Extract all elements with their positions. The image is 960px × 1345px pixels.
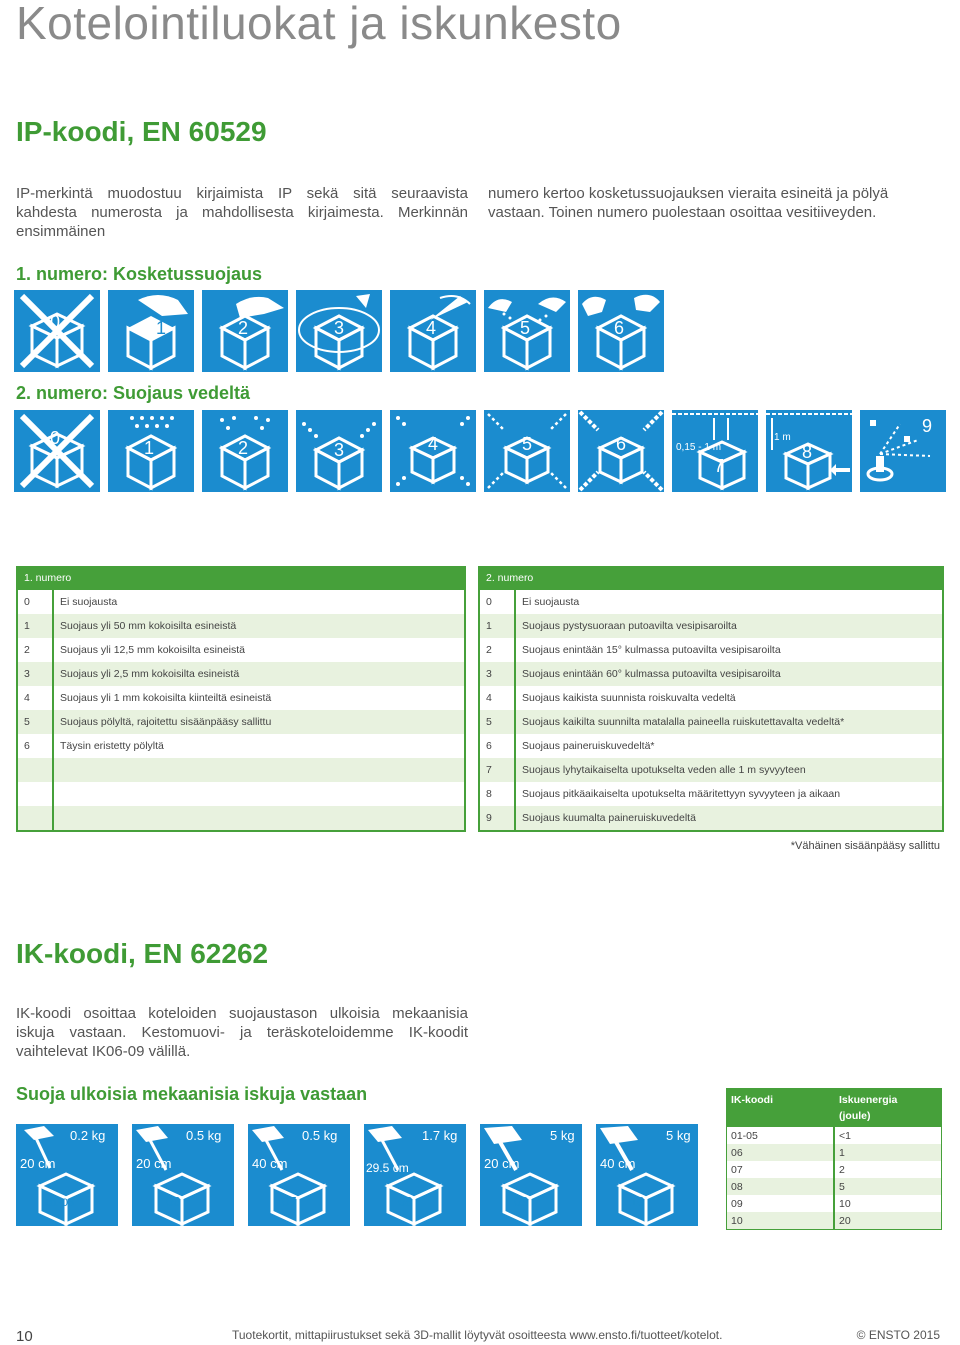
ik-code: 09	[514, 1194, 529, 1209]
ik-code: 06	[166, 1194, 181, 1209]
ik-table-col2-line1: Iskuenergia	[839, 1094, 898, 1106]
table1-text: Suojaus yli 12,5 mm kokoisilta esineistä	[53, 638, 464, 662]
ik-table	[726, 1088, 942, 1230]
icon-digit: 9	[922, 416, 933, 436]
icon-digit: 0	[50, 312, 61, 332]
ik-icon	[132, 1124, 234, 1226]
ik-height: 20 cm	[136, 1156, 172, 1171]
page-title: Kotelointiluokat ja iskunkesto	[16, 0, 622, 49]
ik-height: 20 cm	[484, 1156, 520, 1171]
ik-mass: 1.7 kg	[422, 1128, 458, 1143]
ik-mass: 0.5 kg	[302, 1128, 338, 1143]
ip-intro-right: numero kertoo kosketussuojauksen vieraita esineitä ja pölyä vastaan. Toinen numero puolestaan osoittaa vesitiiveyden.	[488, 185, 889, 221]
table1-text: Ei suojausta	[53, 590, 464, 614]
ik-height: 29.5 cm	[366, 1161, 409, 1175]
icon-digit: 3	[334, 318, 345, 338]
ik-height: 40 cm	[600, 1156, 636, 1171]
ip-icon	[390, 290, 476, 372]
table2-text: Suojaus kaikilta suunnilta matalalla paineella ruiskutettavalta vedeltä*	[515, 710, 942, 734]
table1-num: 0	[18, 590, 53, 614]
ik-code-cell: 07	[727, 1161, 834, 1178]
ip-icon	[484, 290, 570, 372]
ik-mass: 0.2 kg	[70, 1128, 106, 1143]
ip-icon	[14, 410, 100, 492]
table1-num	[18, 782, 53, 806]
table2-text: Ei suojausta	[515, 590, 942, 614]
icon-digit: 7	[714, 456, 725, 476]
table1-num: 1	[18, 614, 53, 638]
second-digit-icons	[14, 410, 946, 492]
ik-energy-cell: 1	[834, 1144, 941, 1161]
icon-digit: 6	[614, 318, 625, 338]
ik-energy-cell: 10	[834, 1195, 941, 1212]
ik-code-cell: 08	[727, 1178, 834, 1195]
table2-text: Suojaus enintään 60° kulmassa putoavilta vesipisaroilta	[515, 662, 942, 686]
ik-code: 10	[630, 1194, 645, 1209]
second-digit-heading: 2. numero: Suojaus vedeltä	[16, 383, 251, 403]
first-digit-heading: 1. numero: Kosketussuojaus	[16, 264, 263, 284]
icon-digit: 0	[50, 428, 61, 448]
footer-copyright: © ENSTO 2015	[856, 1328, 940, 1342]
icon-digit: 2	[238, 438, 249, 458]
table2-text: Suojaus pystysuoraan putoavilta vesipisaroilta	[515, 614, 942, 638]
icon-digit: 4	[426, 318, 437, 338]
table2-text: Suojaus kuumalta paineruiskuvedeltä	[515, 806, 942, 830]
ip-icon	[296, 290, 382, 372]
ik-code-cell: 09	[727, 1195, 834, 1212]
ik-heading: IK-koodi, EN 62262	[16, 938, 269, 969]
ip-icon	[578, 410, 664, 492]
ip-icon	[108, 410, 194, 492]
icon-depth-label: 1 m	[774, 432, 791, 443]
icon-digit: 4	[428, 434, 439, 454]
icon-digit: 1	[144, 438, 155, 458]
icon-digit: 5	[522, 434, 533, 454]
ip-icon	[202, 290, 288, 372]
ik-code-cell: 06	[727, 1144, 834, 1161]
table2-num: 8	[480, 782, 515, 806]
ik-subheading: Suoja ulkoisia mekaanisia iskuja vastaan	[16, 1084, 368, 1104]
ik-icon	[364, 1124, 466, 1226]
table2-text: Suojaus lyhytaikaiselta upotukselta veden alle 1 m syvyyteen	[515, 758, 942, 782]
ip-icon	[860, 410, 946, 492]
ik-mass: 5 kg	[550, 1128, 575, 1143]
ik-energy-cell: 20	[834, 1212, 941, 1229]
table1-text: Suojaus pölyltä, rajoitettu sisäänpääsy sallittu	[53, 710, 464, 734]
table1-num	[18, 758, 53, 782]
page-number: 10	[16, 1328, 33, 1345]
ik-table-col1: IK-koodi	[727, 1089, 834, 1127]
table2-text: Suojaus kaikista suunnista roiskuvalta vedeltä	[515, 686, 942, 710]
ik-height: 40 cm	[252, 1156, 288, 1171]
ik-icon	[16, 1124, 118, 1226]
footnote: *Vähäinen sisäänpääsy sallittu	[790, 840, 940, 852]
table2-num: 1	[480, 614, 515, 638]
ip-icon	[484, 410, 570, 492]
ik-icon	[248, 1124, 350, 1226]
ip-intro-left: IP-merkintä muodostuu kirjaimista IP sekä sitä seuraavista kahdesta numerosta ja mahdollisesta kirjaimesta. Merkinnän ensimmäinen	[16, 185, 468, 240]
table1-num: 6	[18, 734, 53, 758]
table1-text	[53, 782, 464, 806]
ik-code: 01-05	[46, 1197, 75, 1209]
ip-icon	[296, 410, 382, 492]
ik-code-cell: 10	[727, 1212, 834, 1229]
table1-text	[53, 758, 464, 782]
icon-digit: 6	[616, 434, 627, 454]
table1-num: 2	[18, 638, 53, 662]
ik-height: 20 cm	[20, 1156, 56, 1171]
table2-num: 4	[480, 686, 515, 710]
table2-num: 6	[480, 734, 515, 758]
first-digit-icons	[14, 290, 664, 372]
ik-icon	[596, 1124, 698, 1226]
ip-icon	[766, 410, 852, 492]
table1-num: 5	[18, 710, 53, 734]
table2-text: Suojaus enintään 15° kulmassa putoavilta vesipisaroilta	[515, 638, 942, 662]
ik-icon	[480, 1124, 582, 1226]
icon-digit: 5	[520, 318, 531, 338]
table2-num: 7	[480, 758, 515, 782]
table2-num: 5	[480, 710, 515, 734]
table1-text: Suojaus yli 50 mm kokoisilta esineistä	[53, 614, 464, 638]
first-digit-table	[16, 566, 466, 832]
ik-table-col2	[834, 1089, 941, 1127]
ip-icon	[390, 410, 476, 492]
table1-num: 4	[18, 686, 53, 710]
table1-text	[53, 806, 464, 830]
table1-num: 3	[18, 662, 53, 686]
icon-digit: 3	[334, 440, 345, 460]
table1-text: Täysin eristetty pölyltä	[53, 734, 464, 758]
table2-text: Suojaus pitkäaikaiselta upotukselta määritettyyn syvyyteen ja aikaan	[515, 782, 942, 806]
ik-table-col2-line2: (joule)	[839, 1110, 871, 1122]
ik-code-cell: 01-05	[727, 1127, 834, 1144]
table2-num: 2	[480, 638, 515, 662]
icon-digit: 2	[238, 318, 249, 338]
ip-icon	[202, 410, 288, 492]
ik-mass: 5 kg	[666, 1128, 691, 1143]
table2-num: 0	[480, 590, 515, 614]
table2-header: 2. numero	[480, 566, 942, 590]
table2-text: Suojaus paineruiskuvedeltä*	[515, 734, 942, 758]
table1-text: Suojaus yli 2,5 mm kokoisilta esineistä	[53, 662, 464, 686]
ik-icons	[16, 1124, 698, 1226]
icon-digit: 8	[802, 442, 813, 462]
ik-energy-cell: 2	[834, 1161, 941, 1178]
ip-icon	[108, 290, 194, 372]
icon-digit: 1	[156, 318, 167, 338]
ik-energy-cell: 5	[834, 1178, 941, 1195]
ip-icon	[578, 290, 664, 372]
ik-mass: 0.5 kg	[186, 1128, 222, 1143]
footer-text: Tuotekortit, mittapiirustukset sekä 3D-mallit löytyvät osoitteesta www.ensto.fi/tuotteet/kotelot.	[232, 1328, 723, 1342]
icon-depth-label: 0,15 - 1 m	[676, 442, 722, 453]
table1-header: 1. numero	[18, 566, 464, 590]
table1-text: Suojaus yli 1 mm kokoisilta kiinteiltä esineistä	[53, 686, 464, 710]
ik-code: 08	[398, 1194, 413, 1209]
ip-icon	[14, 290, 100, 372]
table1-num	[18, 806, 53, 830]
table2-num: 9	[480, 806, 515, 830]
ip-icon	[672, 410, 758, 492]
second-digit-table	[478, 566, 944, 832]
ik-description: IK-koodi osoittaa koteloiden suojaustason ulkoisia mekaanisia iskuja vastaan. Kestomuovi- ja teräskoteloidemme IK-koodit vaihtelevat IK06-09 välillä.	[16, 1005, 468, 1060]
table2-num: 3	[480, 662, 515, 686]
ik-energy-cell: <1	[834, 1127, 941, 1144]
ip-heading: IP-koodi, EN 60529	[16, 116, 267, 147]
ik-code: 07	[282, 1194, 297, 1209]
